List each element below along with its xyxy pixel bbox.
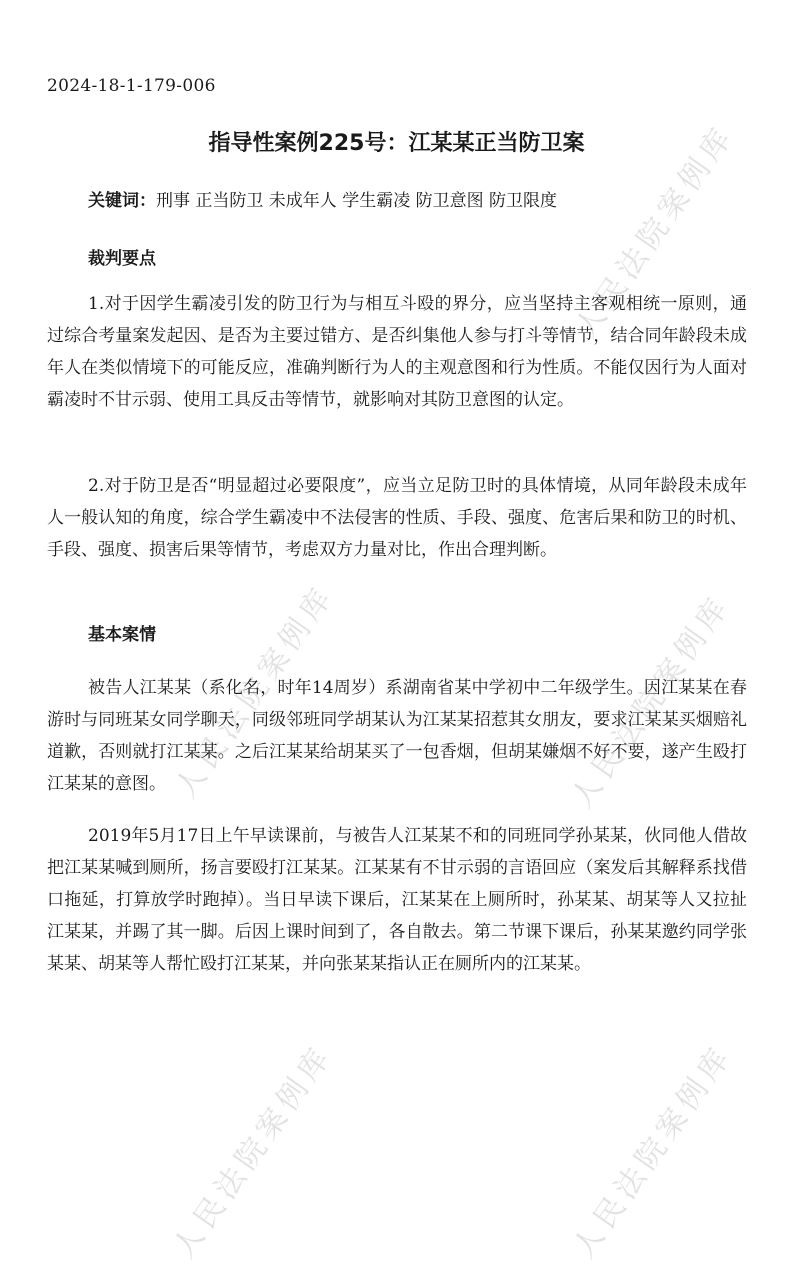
keywords-text: 刑事 正当防卫 未成年人 学生霸凌 防卫意图 防卫限度 <box>156 191 558 211</box>
watermark: 人民法院案例库 <box>168 578 342 805</box>
paragraph: 1.对于因学生霸凌引发的防卫行为与相互斗殴的界分，应当坚持主客观相统一原则，通过综合考量案发起因、是否为主要过错方、是否纠集他人参与打斗等情节，结合同年龄段未成年人在类似情境下的可能反应，准确判断行为人的主观意图和行为性质。不能仅因行为人面对霸凌时不甘示弱、使用工具反击等情节，就影响对其防卫意图的认定。 <box>47 294 747 410</box>
watermark: 人民法院案例库 <box>564 588 738 815</box>
section-heading-judgment-points: 裁判要点 <box>88 249 156 269</box>
paragraph: 2.对于防卫是否“明显超过必要限度”，应当立足防卫时的具体情境，从同年龄段未成年人一般认知的角度，综合学生霸凌中不法侵害的性质、手段、强度、危害后果和防卫的时机、手段、强度、损害后果等情节，考虑双方力量对比，作出合理判断。 <box>47 476 747 560</box>
document-id: 2024-18-1-179-006 <box>47 76 216 96</box>
watermark: 人民法院案例库 <box>566 1038 740 1265</box>
watermark: 人民法院案例库 <box>568 118 742 345</box>
page-title: 指导性案例225号：江某某正当防卫案 <box>208 131 585 156</box>
keywords-line <box>88 186 557 211</box>
paragraph: 被告人江某某（系化名，时年14周岁）系湖南省某中学初中二年级学生。因江某某在春游时与同班某女同学聊天，同级邻班同学胡某认为江某某招惹其女朋友，要求江某某买烟赔礼道歉，否则就打江某某。之后江某某给胡某买了一包香烟，但胡某嫌烟不好不要，遂产生殴打江某某的意图。 <box>47 678 747 794</box>
watermark: 人民法院案例库 <box>166 1038 340 1265</box>
paragraph: 2019年5月17日上午早读课前，与被告人江某某不和的同班同学孙某某，伙同他人借故把江某某喊到厕所，扬言要殴打江某某。江某某有不甘示弱的言语回应（案发后其解释系找借口拖延，打算放学时跑掉）。当日早读下课后，江某某在上厕所时，孙某某、胡某等人又拉扯江某某，并踢了其一脚。后因上课时间到了，各自散去。第二节课下课后，孙某某邀约同学张某某、胡某等人帮忙殴打江某某，并向张某某指认正在厕所内的江某某。 <box>47 826 747 974</box>
section-heading-basic-facts: 基本案情 <box>88 625 156 645</box>
keywords-label: 关键词： <box>88 191 156 211</box>
